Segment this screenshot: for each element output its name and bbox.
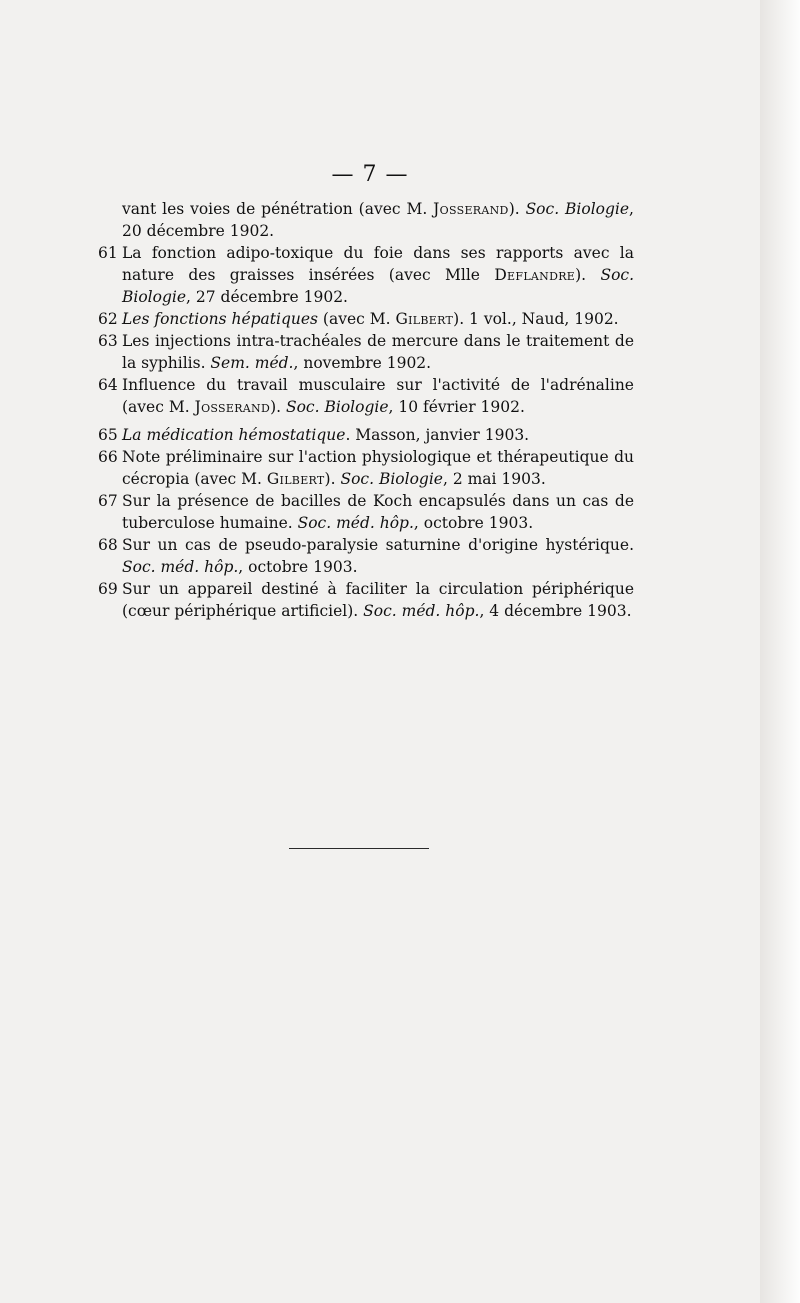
bibliography-entry bbox=[98, 534, 634, 578]
entry-italic-text: Soc. méd. hôp. bbox=[363, 602, 480, 620]
entry-number: 65 bbox=[98, 426, 118, 444]
entry-text: Sur la présence de bacilles de Koch encapsulés dans un cas de tuberculose humaine. bbox=[122, 492, 634, 532]
entry-author-name: Josserand bbox=[433, 200, 509, 218]
entry-text: (avec M. bbox=[318, 310, 396, 328]
entry-italic-text: Soc. méd. hôp. bbox=[122, 558, 239, 576]
entry-text: ). bbox=[575, 266, 601, 284]
bibliography-entry bbox=[98, 578, 634, 622]
entry-italic-text: La médication hémostatique bbox=[122, 426, 346, 444]
entry-text: ). bbox=[270, 398, 286, 416]
entry-number: 64 bbox=[98, 376, 118, 394]
bibliography-entry bbox=[98, 374, 634, 418]
entry-text: , 27 décembre 1902. bbox=[186, 288, 348, 306]
entry-number: 69 bbox=[98, 580, 118, 598]
entry-text: . Masson, janvier 1903. bbox=[345, 426, 530, 444]
entry-author-name: Gilbert bbox=[266, 470, 325, 488]
bibliography-entry bbox=[98, 308, 634, 330]
entry-text: ). bbox=[508, 200, 526, 218]
entry-text: Sur un cas de pseudo-paralysie saturnine d'origine hystérique. bbox=[122, 536, 634, 554]
bibliography-entry bbox=[98, 490, 634, 534]
entry-text: Note préliminaire sur l'action physiologique et thérapeutique du cécropia (avec M. bbox=[122, 448, 634, 488]
entry-text: , octobre 1903. bbox=[238, 558, 358, 576]
bibliography-entry bbox=[98, 424, 634, 446]
entry-text: La fonction adipo-toxique du foie dans ses rapports avec la nature des graisses insérées (avec Mlle bbox=[122, 244, 634, 284]
entry-text: ). bbox=[324, 470, 341, 488]
entry-italic-text: Soc. méd. hôp. bbox=[297, 514, 414, 532]
entry-text: vant les voies de pénétration (avec M. bbox=[122, 200, 434, 218]
entry-italic-text: Soc. Biologie bbox=[525, 200, 630, 218]
entry-number: 67 bbox=[98, 492, 118, 510]
entry-italic-text: Soc. Biologie bbox=[285, 398, 389, 416]
entry-number: 68 bbox=[98, 536, 118, 554]
entry-text: , 10 février 1902. bbox=[388, 398, 525, 416]
entry-text: ). 1 vol., Naud, 1902. bbox=[453, 310, 619, 328]
entry-italic-text: Sem. méd. bbox=[210, 354, 294, 372]
entry-italic-text: Les fonctions hépatiques bbox=[122, 310, 318, 328]
entry-number: 62 bbox=[98, 310, 118, 328]
entry-text: , 20 décembre 1902. bbox=[122, 200, 634, 240]
bibliography-entry bbox=[98, 330, 634, 374]
entry-italic-text: Soc. Biologie bbox=[122, 266, 635, 306]
entry-text: , novembre 1902. bbox=[293, 354, 432, 372]
entry-italic-text: Soc. Biologie bbox=[340, 470, 443, 488]
section-divider bbox=[289, 848, 429, 849]
entry-author-name: Josserand bbox=[194, 398, 271, 416]
page-number: — 7 — bbox=[331, 162, 409, 187]
entry-text: Les injections intra-trachéales de mercure dans le traitement de la syphilis. bbox=[122, 332, 634, 372]
entry-number: 61 bbox=[98, 244, 118, 262]
entry-number: 66 bbox=[98, 448, 118, 466]
entry-author-name: Deflandre bbox=[494, 266, 576, 284]
bibliography-entry bbox=[98, 198, 634, 242]
page-edge bbox=[760, 0, 800, 1303]
bibliography-entry bbox=[98, 242, 634, 308]
entry-text: Sur un appareil destiné à faciliter la circulation périphérique (cœur périphérique artificiel). bbox=[122, 580, 634, 620]
bibliography-entry bbox=[98, 446, 634, 490]
entry-text: Influence du travail musculaire sur l'activité de l'adrénaline (avec M. bbox=[122, 376, 634, 416]
entry-author-name: Gilbert bbox=[395, 310, 454, 328]
bibliography-list bbox=[98, 198, 634, 622]
entry-text: , octobre 1903. bbox=[413, 514, 534, 532]
entry-number: 63 bbox=[98, 332, 118, 350]
entry-text: , 2 mai 1903. bbox=[442, 470, 546, 488]
entry-text: , 4 décembre 1903. bbox=[479, 602, 632, 620]
